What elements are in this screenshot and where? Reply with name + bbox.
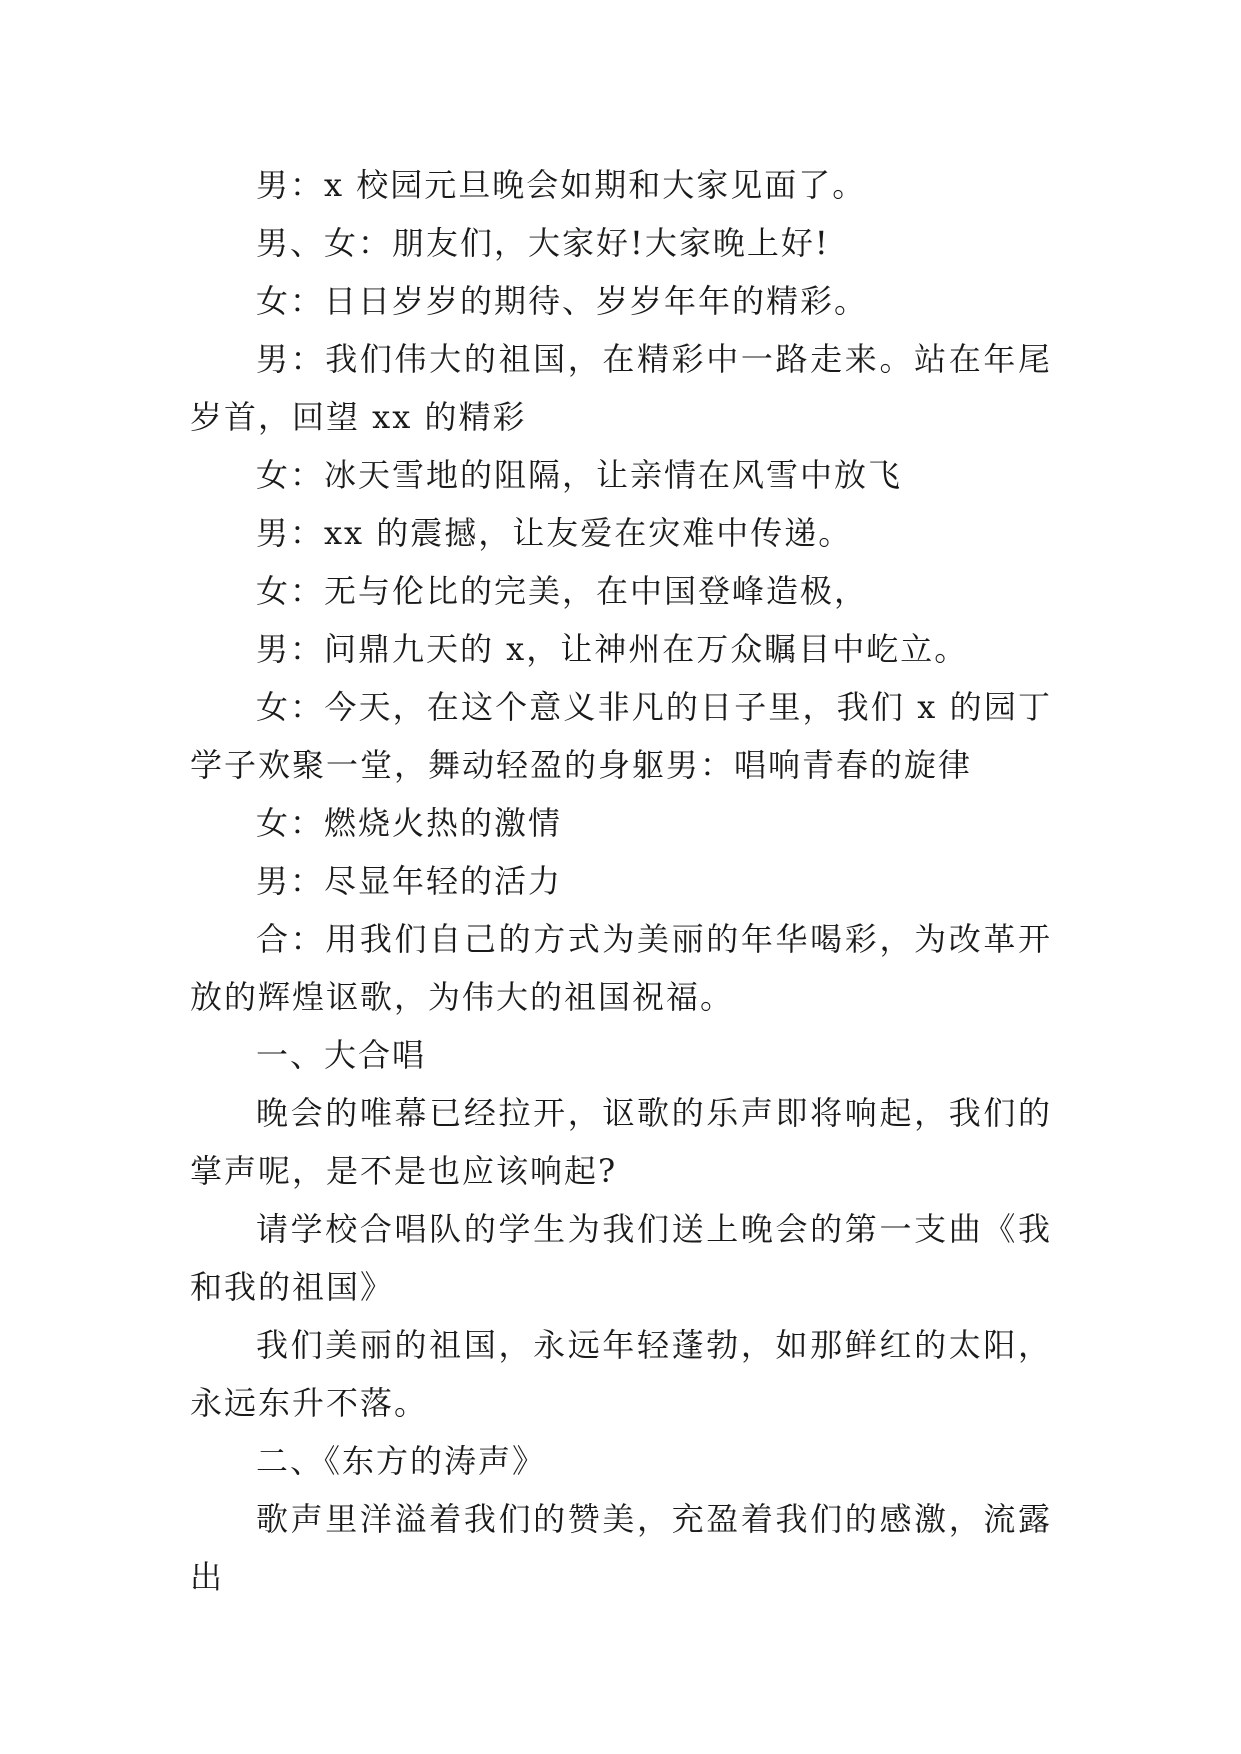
paragraph: 女：冰天雪地的阻隔，让亲情在风雪中放飞: [256, 456, 903, 494]
paragraph: 女：今天，在这个意义非凡的日子里，我们 x 的园丁学子欢聚一堂，舞动轻盈的身躯男：唱响青春的旋律: [190, 688, 1052, 784]
paragraph: 男、女：朋友们，大家好!大家晚上好!: [256, 224, 830, 262]
paragraph: 男：我们伟大的祖国，在精彩中一路走来。站在年尾岁首，回望 xx 的精彩: [190, 340, 1052, 436]
paragraph: 歌声里洋溢着我们的赞美，充盈着我们的感激，流露出: [190, 1500, 1052, 1596]
section-heading: 二、《东方的涛声》: [256, 1442, 547, 1480]
paragraph: 男：尽显年轻的活力: [256, 862, 563, 900]
paragraph: 请学校合唱队的学生为我们送上晚会的第一支曲《我和我的祖国》: [190, 1210, 1052, 1306]
paragraph: 女：燃烧火热的激情: [256, 804, 563, 842]
paragraph: 男：问鼎九天的 x，让神州在万众瞩目中屹立。: [256, 630, 969, 668]
paragraph: 女：日日岁岁的期待、岁岁年年的精彩。: [256, 282, 869, 320]
section-heading: 一、大合唱: [256, 1036, 427, 1074]
paragraph: 女：无与伦比的完美，在中国登峰造极，: [256, 572, 869, 610]
paragraph: 男：x 校园元旦晚会如期和大家见面了。: [256, 166, 867, 204]
paragraph: 男：xx 的震撼，让友爱在灾难中传递。: [256, 514, 853, 552]
paragraph: 晚会的唯幕已经拉开，讴歌的乐声即将响起，我们的掌声呢，是不是也应该响起?: [190, 1094, 1052, 1190]
paragraph: 我们美丽的祖国，永远年轻蓬勃，如那鲜红的太阳，永远东升不落。: [190, 1326, 1052, 1422]
paragraph: 合：用我们自己的方式为美丽的年华喝彩，为改革开放的辉煌讴歌，为伟大的祖国祝福。: [190, 920, 1052, 1016]
document-body: [190, 156, 1052, 1606]
